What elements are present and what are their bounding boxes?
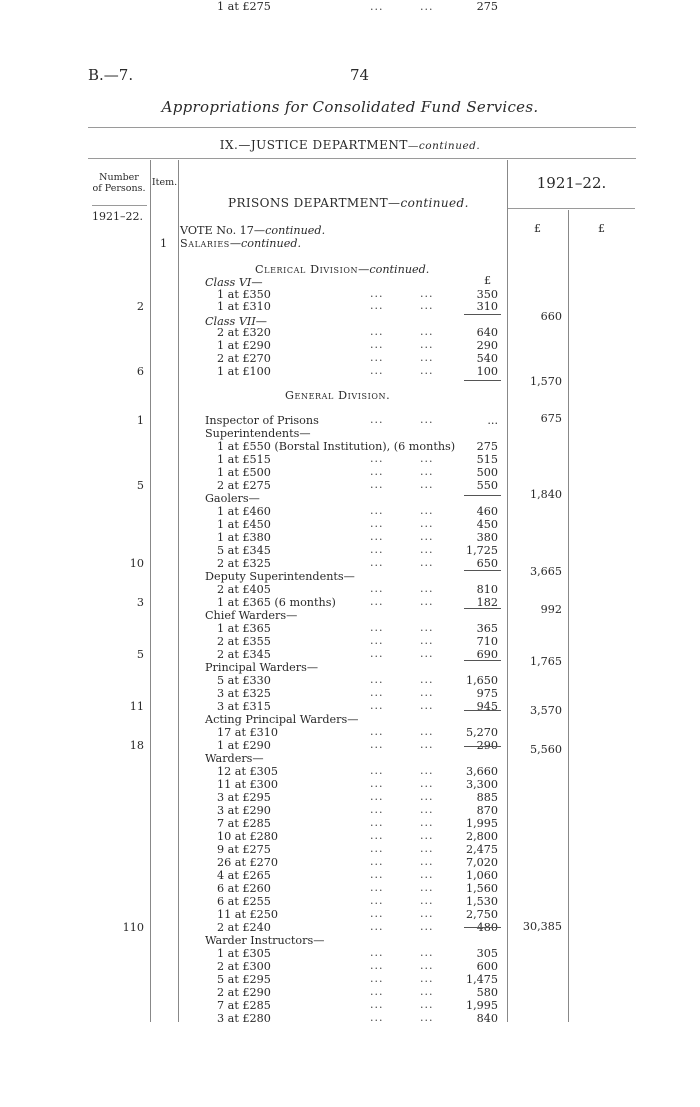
row-label: 7 at £285	[217, 817, 271, 830]
leader-dots: ...	[420, 351, 434, 364]
row-amount: 580	[476, 986, 498, 999]
row-label: 1 at £450	[217, 518, 271, 531]
row-label: 1 at £290	[217, 339, 271, 352]
row-persons: 5	[136, 479, 144, 492]
leader-dots: ...	[420, 673, 434, 686]
clerical-division-text: Clerical Division	[255, 263, 359, 276]
leader-dots: ...	[420, 287, 434, 300]
row-amount: 975	[476, 687, 498, 700]
row-label: 3 at £325	[217, 687, 271, 700]
leader-dots: ...	[420, 842, 434, 855]
leader-dots: ...	[370, 351, 384, 364]
row-amount: 1,995	[465, 999, 498, 1012]
leader-dots: ...	[420, 595, 434, 608]
persons-year: 1921–22.	[92, 210, 143, 223]
row-amount: 600	[476, 960, 498, 973]
subtotal-rule	[464, 314, 501, 315]
leader-dots: ...	[420, 829, 434, 842]
row-label: 12 at £305	[217, 765, 278, 778]
row-label: 1 at £500	[217, 466, 271, 479]
total-superintendents: 1,840	[529, 488, 562, 501]
leader-dots: ...	[420, 881, 434, 894]
leader-dots: ...	[420, 504, 434, 517]
subtotal-rule	[464, 710, 501, 711]
leader-dots: ...	[370, 920, 384, 933]
leader-dots: ...	[420, 1011, 434, 1024]
row-persons: 2	[136, 300, 144, 313]
leader-dots: ...	[370, 842, 384, 855]
pound-sign-col-1: £	[534, 222, 541, 235]
leader-dots: ...	[370, 582, 384, 595]
leader-dots: ...	[370, 790, 384, 803]
row-label: Warders—	[205, 752, 264, 765]
leader-dots: ...	[420, 364, 434, 377]
row-label: 17 at £310	[217, 726, 278, 739]
subtotal-rule	[464, 660, 501, 661]
row-label: 3 at £295	[217, 791, 271, 804]
row-amount: 182	[476, 596, 498, 609]
row-label: 2 at £270	[217, 352, 271, 365]
row-label: 11 at £300	[217, 778, 278, 791]
leader-dots: ...	[370, 621, 384, 634]
department-name: IX.—JUSTICE DEPARTMENT	[219, 138, 408, 152]
row-amount: 1,995	[465, 817, 498, 830]
year-header-rule	[508, 208, 635, 209]
department-heading	[0, 138, 700, 152]
leader-dots: ...	[420, 530, 434, 543]
row-amount: 350	[476, 288, 498, 301]
item-number: 1	[160, 237, 168, 250]
row-label: 2 at £300	[217, 960, 271, 973]
row-label: 26 at £270	[217, 856, 278, 869]
leader-dots: ...	[370, 556, 384, 569]
leader-dots: ...	[420, 920, 434, 933]
row-label: 5 at £345	[217, 544, 271, 557]
row-amount: 650	[476, 557, 498, 570]
row-label: 9 at £275	[217, 843, 271, 856]
persons-column-divider	[150, 160, 151, 1022]
row-label: Inspector of Prisons	[205, 414, 319, 427]
row-label: Warder Instructors—	[205, 934, 325, 947]
leader-dots: ...	[420, 998, 434, 1011]
leader-dots: ...	[420, 543, 434, 556]
leader-dots: ...	[370, 465, 384, 478]
total-inspector: 675	[540, 412, 562, 425]
leader-dots: ...	[420, 725, 434, 738]
row-persons: 10	[129, 557, 144, 570]
leader-dots: ...	[370, 972, 384, 985]
row-persons: 6	[136, 365, 144, 378]
persons-header-rule	[92, 205, 147, 206]
total-class-vii: 1,570	[529, 375, 562, 388]
leader-dots: ...	[370, 673, 384, 686]
leader-dots: ...	[370, 946, 384, 959]
row-label: 1 at £460	[217, 505, 271, 518]
row-amount: 3,300	[465, 778, 498, 791]
row-label: 2 at £345	[217, 648, 271, 661]
leader-dots: ...	[370, 868, 384, 881]
row-amount: 1,560	[465, 882, 498, 895]
row-amount: 310	[476, 300, 498, 313]
leader-dots: ...	[420, 894, 434, 907]
row-amount: 7,020	[465, 856, 498, 869]
row-label: Acting Principal Warders—	[205, 713, 359, 726]
row-amount: 2,475	[465, 843, 498, 856]
row-amount: 305	[476, 947, 498, 960]
total-class-vi: 660	[540, 310, 562, 323]
leader-dots: ...	[370, 413, 384, 426]
row-label: 6 at £260	[217, 882, 271, 895]
total-chief-warders: 1,765	[529, 655, 562, 668]
leader-dots: ...	[420, 972, 434, 985]
leader-dots: ...	[370, 816, 384, 829]
row-label: 11 at £250	[217, 908, 278, 921]
row-amount: 550	[476, 479, 498, 492]
row-label: 2 at £275	[217, 479, 271, 492]
leader-dots: ...	[420, 699, 434, 712]
row-amount: 290	[476, 739, 498, 752]
row-persons: 18	[129, 739, 144, 752]
leader-dots: ...	[420, 517, 434, 530]
leader-dots: ...	[370, 725, 384, 738]
row-persons: 3	[136, 596, 144, 609]
row-amount: 1,725	[465, 544, 498, 557]
leader-dots: ...	[370, 543, 384, 556]
leader-dots: ...	[420, 338, 434, 351]
vote-continued: —continued.	[253, 224, 326, 237]
leader-dots: ...	[370, 959, 384, 972]
leader-dots: ...	[420, 764, 434, 777]
leader-dots: ...	[370, 517, 384, 530]
row-amount: 840	[476, 1012, 498, 1025]
persons-header-line-1: Number	[99, 172, 139, 183]
total-gaolers: 3,665	[529, 565, 562, 578]
page-title: Appropriations for Consolidated Fund Services.	[161, 98, 539, 116]
subtotal-rule	[464, 570, 501, 571]
leader-dots: ...	[420, 582, 434, 595]
section-title	[228, 196, 469, 210]
leader-dots: ...	[370, 894, 384, 907]
clerical-division-heading	[255, 263, 429, 276]
row-label: 1 at £310	[217, 300, 271, 313]
leader-dots: ...	[420, 647, 434, 660]
leader-dots: ...	[370, 985, 384, 998]
row-amount: 885	[476, 791, 498, 804]
subtotal-rule	[464, 495, 501, 496]
row-amount: 450	[476, 518, 498, 531]
row-label: 1 at £380	[217, 531, 271, 544]
persons-column-header	[88, 172, 150, 194]
row-amount: ...	[487, 414, 498, 427]
row-label: 5 at £295	[217, 973, 271, 986]
document-reference: B.—7.	[88, 66, 134, 84]
leader-dots: ...	[420, 465, 434, 478]
leader-dots: ...	[370, 338, 384, 351]
row-label: 1 at £275	[217, 0, 271, 13]
amount-pound-sign: £	[484, 274, 492, 287]
row-label: 2 at £325	[217, 557, 271, 570]
subtotal-rule	[464, 608, 501, 609]
row-label: 3 at £315	[217, 700, 271, 713]
leader-dots: ...	[420, 946, 434, 959]
row-amount: 710	[476, 635, 498, 648]
leader-dots: ...	[420, 413, 434, 426]
leader-dots: ...	[420, 621, 434, 634]
salaries-heading	[180, 237, 301, 250]
total-acting-principal-warders: 5,560	[529, 743, 562, 756]
pound-sign-col-2: £	[598, 222, 605, 235]
row-label: 1 at £350	[217, 288, 271, 301]
leader-dots: ...	[370, 998, 384, 1011]
row-persons: 5	[136, 648, 144, 661]
leader-dots: ...	[370, 325, 384, 338]
leader-dots: ...	[370, 764, 384, 777]
row-amount: 3,660	[465, 765, 498, 778]
row-amount: 100	[476, 365, 498, 378]
clerical-division-continued: —continued.	[358, 263, 430, 276]
section-title-text: PRISONS DEPARTMENT	[228, 196, 389, 210]
leader-dots: ...	[420, 325, 434, 338]
leader-dots: ...	[370, 595, 384, 608]
leader-dots: ...	[370, 647, 384, 660]
row-label: 7 at £285	[217, 999, 271, 1012]
leader-dots: ...	[370, 777, 384, 790]
leader-dots: ...	[420, 777, 434, 790]
row-label: 1 at £305	[217, 947, 271, 960]
leader-dots: ...	[420, 686, 434, 699]
total-warders: 30,385	[522, 920, 562, 933]
salaries-text: Salaries	[180, 237, 230, 250]
leader-dots: ...	[370, 881, 384, 894]
class-vii-heading: Class VII—	[205, 315, 267, 328]
row-amount: 365	[476, 622, 498, 635]
row-label: Principal Warders—	[205, 661, 319, 674]
row-label: 3 at £280	[217, 1012, 271, 1025]
row-label: Chief Warders—	[205, 609, 298, 622]
row-label: 2 at £405	[217, 583, 271, 596]
row-label: 1 at £515	[217, 453, 271, 466]
leader-dots: ...	[420, 738, 434, 751]
leader-dots: ...	[420, 803, 434, 816]
leader-dots: ...	[370, 686, 384, 699]
row-label: 2 at £290	[217, 986, 271, 999]
leader-dots: ...	[420, 452, 434, 465]
leader-dots: ...	[370, 478, 384, 491]
subtotal-rule	[464, 927, 501, 928]
leader-dots: ...	[420, 478, 434, 491]
leader-dots: ...	[370, 452, 384, 465]
salaries-continued: —continued.	[229, 237, 302, 250]
leader-dots: ...	[370, 907, 384, 920]
year-column-header: 1921–22.	[536, 174, 607, 192]
row-label: 6 at £255	[217, 895, 271, 908]
row-label: 2 at £240	[217, 921, 271, 934]
leader-dots: ...	[370, 1011, 384, 1024]
title-rule	[88, 127, 636, 128]
persons-header-line-2: of Persons.	[92, 183, 146, 194]
row-amount: 500	[476, 466, 498, 479]
total-principal-warders: 3,570	[529, 704, 562, 717]
leader-dots: ...	[420, 959, 434, 972]
subtotal-rule	[464, 746, 501, 747]
row-persons: 110	[122, 921, 144, 934]
leader-dots: ...	[420, 985, 434, 998]
leader-dots: ...	[370, 738, 384, 751]
row-label: Deputy Superintendents—	[205, 570, 355, 583]
row-amount: 2,750	[465, 908, 498, 921]
total-column-divider	[568, 210, 569, 1022]
row-label: 5 at £330	[217, 674, 271, 687]
row-label: 1 at £550 (Borstal Institution), (6 months)	[217, 440, 456, 453]
leader-dots: ...	[370, 829, 384, 842]
leader-dots: ...	[420, 868, 434, 881]
row-label: 3 at £290	[217, 804, 271, 817]
row-persons: 11	[129, 700, 144, 713]
vote-heading	[180, 224, 325, 237]
row-amount: 945	[476, 700, 498, 713]
row-amount: 810	[476, 583, 498, 596]
row-amount: 1,475	[465, 973, 498, 986]
leader-dots: ...	[370, 0, 384, 13]
amount-column-divider	[507, 160, 508, 1022]
leader-dots: ...	[370, 530, 384, 543]
vote-number: VOTE No. 17	[180, 224, 254, 237]
row-amount: 460	[476, 505, 498, 518]
row-label: 4 at £265	[217, 869, 271, 882]
row-amount: 540	[476, 352, 498, 365]
page-number: 74	[350, 66, 370, 84]
row-amount: 515	[476, 453, 498, 466]
row-amount: 1,530	[465, 895, 498, 908]
department-continued: —continued.	[407, 140, 481, 152]
row-amount: 2,800	[465, 830, 498, 843]
row-label: 2 at £320	[217, 326, 271, 339]
leader-dots: ...	[370, 364, 384, 377]
leader-dots: ...	[420, 790, 434, 803]
leader-dots: ...	[370, 634, 384, 647]
leader-dots: ...	[420, 556, 434, 569]
row-amount: 690	[476, 648, 498, 661]
row-label: Superintendents—	[205, 427, 311, 440]
row-label: 1 at £365 (6 months)	[217, 596, 336, 609]
leader-dots: ...	[370, 803, 384, 816]
row-label: 1 at £365	[217, 622, 271, 635]
row-amount: 1,060	[465, 869, 498, 882]
row-amount: 275	[476, 440, 498, 453]
leader-dots: ...	[370, 504, 384, 517]
total-deputy-superintendents: 992	[540, 603, 562, 616]
row-amount: 640	[476, 326, 498, 339]
leader-dots: ...	[420, 855, 434, 868]
leader-dots: ...	[420, 816, 434, 829]
row-label: 10 at £280	[217, 830, 278, 843]
section-title-continued: —continued.	[388, 196, 469, 210]
row-label: 2 at £355	[217, 635, 271, 648]
row-amount: 870	[476, 804, 498, 817]
leader-dots: ...	[370, 287, 384, 300]
row-amount: 1,650	[465, 674, 498, 687]
leader-dots: ...	[420, 634, 434, 647]
row-persons: 1	[136, 414, 144, 427]
row-amount: 5,270	[465, 726, 498, 739]
item-column-divider	[178, 160, 179, 1022]
row-label: Gaolers—	[205, 492, 260, 505]
leader-dots: ...	[370, 855, 384, 868]
leader-dots: ...	[370, 699, 384, 712]
row-label: 1 at £290	[217, 739, 271, 752]
item-column-header: Item.	[151, 177, 178, 188]
subtotal-rule	[464, 380, 501, 381]
table-top-rule	[88, 158, 636, 159]
leader-dots: ...	[420, 0, 434, 13]
row-label: 1 at £100	[217, 365, 271, 378]
leader-dots: ...	[370, 299, 384, 312]
leader-dots: ...	[420, 907, 434, 920]
class-vi-heading: Class VI—	[205, 276, 263, 289]
row-amount: 380	[476, 531, 498, 544]
row-amount: 275	[476, 0, 498, 13]
general-division-heading: General Division.	[285, 389, 391, 402]
row-amount: 480	[476, 921, 498, 934]
row-amount: 290	[476, 339, 498, 352]
leader-dots: ...	[420, 299, 434, 312]
